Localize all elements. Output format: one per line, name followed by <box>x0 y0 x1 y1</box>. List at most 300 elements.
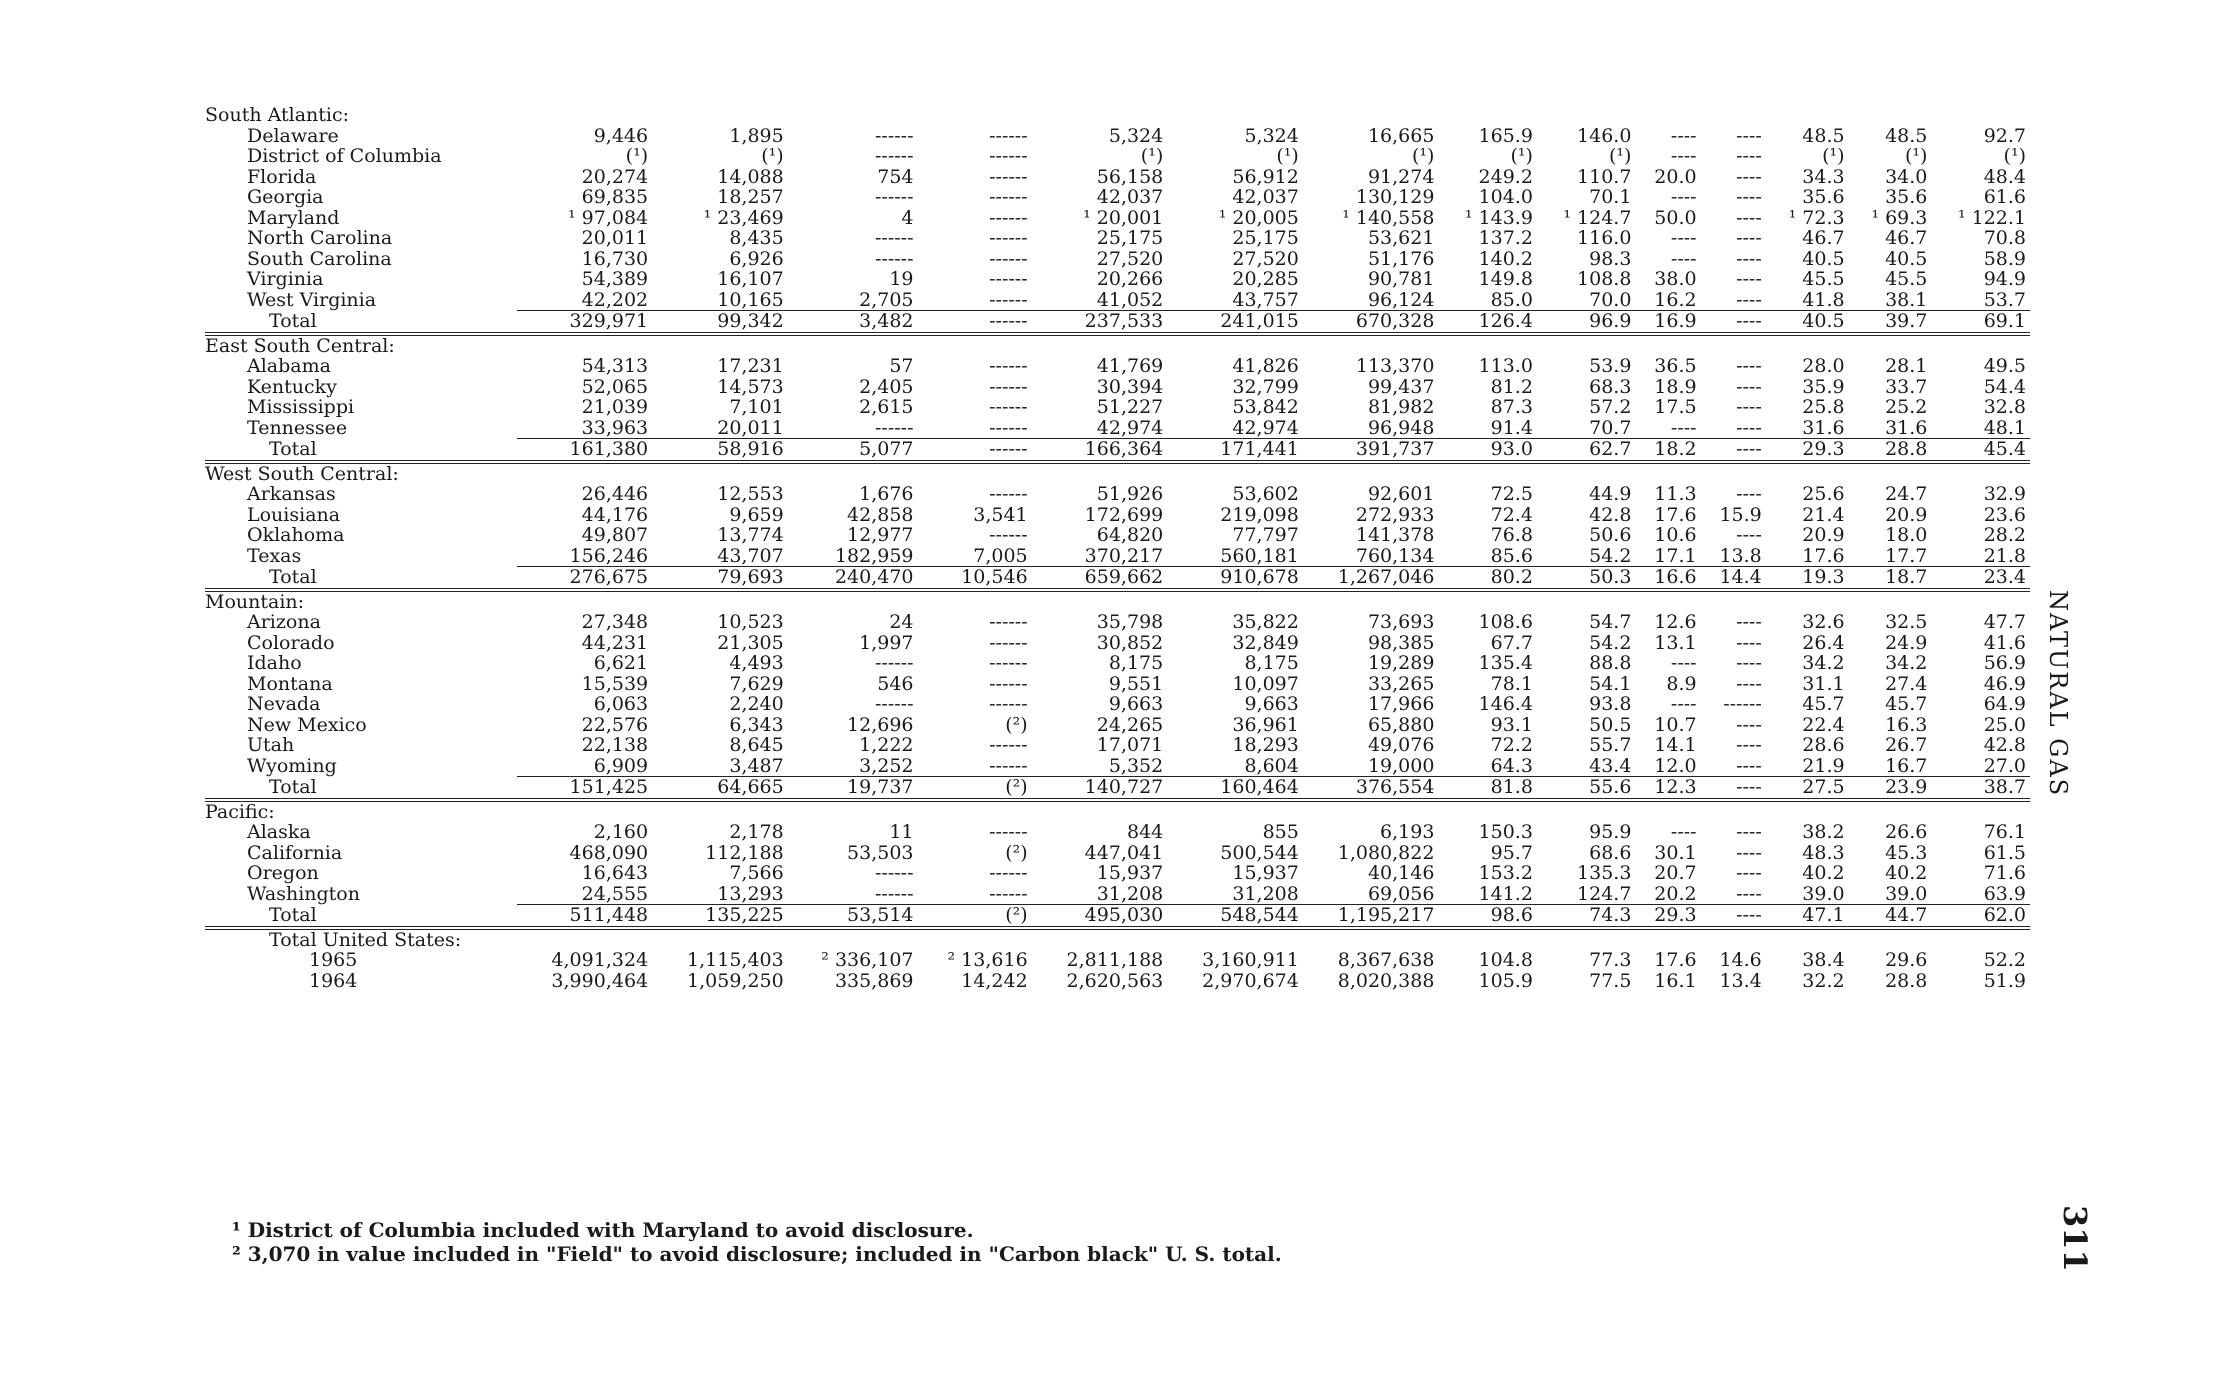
table-cell: 8,604 <box>1244 754 1299 777</box>
table-cell: ---- <box>1670 693 1697 715</box>
table-cell: (¹) <box>1411 145 1435 167</box>
table-cell: 20,285 <box>1232 268 1299 290</box>
table-cell: 1,676 <box>859 483 914 505</box>
table-cell: 56,158 <box>1096 165 1164 188</box>
state-name: Colorado <box>247 631 335 654</box>
table-cell: 81.2 <box>1490 375 1533 398</box>
table-cell: (²) <box>1005 713 1028 736</box>
table-row <box>205 525 2030 546</box>
table-cell: 44,231 <box>581 631 649 654</box>
table-cell: 31.6 <box>1885 416 1928 439</box>
total-row <box>205 439 2030 462</box>
table-cell: ------ <box>989 821 1028 843</box>
total-cell: 39.7 <box>1849 311 1932 334</box>
total-cell: 12.3 <box>1635 777 1700 800</box>
table-cell: 28.1 <box>1885 355 1928 377</box>
table-cell: ---- <box>1736 165 1762 188</box>
table-cell: 68.3 <box>1589 375 1632 398</box>
table-cell: 135.3 <box>1577 862 1632 884</box>
table-cell: 41,826 <box>1232 355 1299 377</box>
total-cell: 376,554 <box>1303 777 1439 800</box>
table-cell: 26,446 <box>581 483 649 505</box>
table-cell: 44,176 <box>581 503 649 526</box>
table-cell: 22,138 <box>581 734 649 756</box>
table-cell: 6,343 <box>729 713 784 736</box>
footnote-2: ² 3,070 in value included in "Field" to avoid disclosure; included in "Carbon black" U. S. total. <box>232 1242 1282 1266</box>
total-cell: 19,737 <box>788 777 918 800</box>
total-cell: 16.9 <box>1635 311 1700 334</box>
table-cell: ¹ 20,005 <box>1218 206 1299 229</box>
total-cell: 151,425 <box>517 777 653 800</box>
table-row <box>205 356 2030 377</box>
table-cell: ------ <box>989 268 1028 290</box>
table-cell: 10.6 <box>1654 524 1697 546</box>
table-cell: (¹) <box>1822 145 1845 167</box>
table-cell: 32,799 <box>1232 375 1299 398</box>
table-cell: ------ <box>989 355 1028 377</box>
total-cell: 18.2 <box>1635 439 1700 462</box>
table-cell: 99,437 <box>1367 375 1435 398</box>
table-cell: 2,811,188 <box>1066 949 1164 971</box>
total-row <box>205 905 2030 928</box>
table-cell: 42.8 <box>1983 734 2026 756</box>
table-cell: 5,324 <box>1108 124 1164 147</box>
state-name: Arkansas <box>247 483 336 505</box>
table-cell: 12,553 <box>717 483 784 505</box>
table-cell: 72.5 <box>1490 483 1533 505</box>
total-label: Total <box>205 439 517 462</box>
total-cell: 79,693 <box>652 567 788 590</box>
table-cell: ---- <box>1736 862 1762 884</box>
table-cell: 98.3 <box>1589 247 1632 270</box>
table-cell: 51,227 <box>1096 396 1164 418</box>
table-cell: 2,178 <box>729 821 784 843</box>
table-cell: ------ <box>874 862 914 884</box>
total-cell: 16.6 <box>1635 567 1700 590</box>
table-cell: 54.2 <box>1589 544 1632 567</box>
table-cell: 15,937 <box>1232 862 1299 884</box>
table-cell: 18,257 <box>717 186 784 208</box>
total-cell: 29.3 <box>1635 905 1700 928</box>
table-cell: ---- <box>1670 652 1697 674</box>
running-head-title: NATURAL GAS <box>2044 590 2072 798</box>
table-cell: ------ <box>874 186 914 208</box>
table-cell: 6,193 <box>1380 821 1435 843</box>
table-cell: 28.0 <box>1802 355 1845 377</box>
total-cell: ---- <box>1701 439 1766 462</box>
table-cell: ------ <box>989 396 1028 418</box>
table-row <box>205 484 2030 505</box>
region-heading-row <box>205 800 2030 823</box>
table-cell: 25.6 <box>1802 483 1845 505</box>
table-cell: (¹) <box>1608 145 1632 167</box>
table-cell: ¹ 69.3 <box>1871 206 1928 229</box>
total-row <box>205 311 2030 334</box>
total-cell: 69.1 <box>1931 311 2030 334</box>
table-cell: ---- <box>1736 206 1762 229</box>
total-cell: ------ <box>918 439 1032 462</box>
table-cell: 19 <box>889 268 914 290</box>
table-cell: ---- <box>1736 186 1762 208</box>
table-cell: 9,663 <box>1244 693 1299 715</box>
table-cell: 54.1 <box>1589 672 1632 695</box>
state-name: Georgia <box>247 186 324 208</box>
table-cell: 55.7 <box>1589 734 1632 756</box>
table-cell: 141.2 <box>1478 882 1533 905</box>
table-cell: 15.9 <box>1719 503 1762 526</box>
region-heading: Mountain: <box>205 590 305 613</box>
table-cell: 16.1 <box>1654 969 1697 992</box>
table-cell: 11.3 <box>1654 483 1697 505</box>
table-cell: 15,937 <box>1096 862 1164 884</box>
total-cell: (²) <box>918 777 1032 800</box>
table-cell: 8,175 <box>1108 652 1164 674</box>
table-cell: 45.5 <box>1802 268 1845 290</box>
table-cell: ------ <box>989 483 1028 505</box>
table-cell: 12.0 <box>1654 754 1697 777</box>
table-cell: 20,274 <box>581 165 649 188</box>
table-cell: 46.7 <box>1802 227 1845 249</box>
table-cell: 17.5 <box>1654 396 1697 418</box>
state-name: New Mexico <box>247 713 367 736</box>
table-cell: 11 <box>889 821 914 843</box>
total-cell: 62.0 <box>1931 905 2030 928</box>
region-heading: South Atlantic: <box>205 104 350 126</box>
table-cell: ---- <box>1670 247 1697 270</box>
state-name: Montana <box>247 672 333 695</box>
table-cell: ------ <box>989 124 1028 147</box>
page-number-text: 311 <box>2056 1205 2094 1272</box>
table-cell: 146.4 <box>1478 693 1533 715</box>
table-cell: 760,134 <box>1355 544 1435 567</box>
total-cell: 160,464 <box>1167 777 1303 800</box>
table-body <box>205 105 2030 991</box>
table-cell: (²) <box>1005 841 1028 864</box>
table-cell: 31,208 <box>1232 882 1299 905</box>
table-cell: 249.2 <box>1478 165 1533 188</box>
table-cell: ------ <box>989 165 1028 188</box>
table-cell: 28.2 <box>1983 524 2026 546</box>
table-cell: ¹ 124.7 <box>1563 206 1632 229</box>
table-cell: ² 13,616 <box>947 949 1028 971</box>
table-cell: 12,696 <box>847 713 914 736</box>
table-cell: 16.2 <box>1654 288 1697 311</box>
table-cell: ---- <box>1736 631 1762 654</box>
table-cell: 26.6 <box>1885 821 1928 843</box>
table-cell: ---- <box>1736 882 1762 905</box>
table-cell: 38.4 <box>1802 949 1845 971</box>
table-cell: 23.6 <box>1983 503 2026 526</box>
table-cell: 52,065 <box>581 375 649 398</box>
table-cell: 63.9 <box>1983 882 2026 905</box>
table-cell: 5,324 <box>1244 124 1299 147</box>
total-cell: 670,328 <box>1303 311 1439 334</box>
state-name: Maryland <box>247 206 340 229</box>
table-cell: 32.8 <box>1983 396 2026 418</box>
table-cell: 32.2 <box>1802 969 1845 992</box>
table-cell: ------ <box>989 416 1028 439</box>
table-cell: 30,852 <box>1096 631 1164 654</box>
table-cell: 31.6 <box>1802 416 1845 439</box>
table-cell: 137.2 <box>1478 227 1533 249</box>
table-cell: 104.8 <box>1478 949 1533 971</box>
total-cell: 19.3 <box>1766 567 1849 590</box>
table-cell: 9,551 <box>1108 672 1164 695</box>
table-cell: 108.6 <box>1478 611 1533 633</box>
table-cell: 105.9 <box>1478 969 1533 992</box>
total-cell: 659,662 <box>1032 567 1168 590</box>
table-cell: 4 <box>901 206 914 229</box>
table-cell: 69,056 <box>1367 882 1435 905</box>
table-cell: 41,052 <box>1096 288 1164 311</box>
table-cell: 7,566 <box>729 862 784 884</box>
table-cell: ---- <box>1736 268 1762 290</box>
table-cell: 54,313 <box>581 355 649 377</box>
table-cell: ¹ 23,469 <box>703 206 784 229</box>
table-cell: 6,621 <box>593 652 649 674</box>
us-total-row <box>205 971 2030 992</box>
table-cell: 16,730 <box>581 247 649 270</box>
total-cell: 62.7 <box>1537 439 1636 462</box>
table-cell: ------ <box>989 672 1028 695</box>
table-cell: 95.9 <box>1589 821 1632 843</box>
state-name: Arizona <box>247 611 321 633</box>
total-cell: 23.4 <box>1931 567 2030 590</box>
table-cell: 76.8 <box>1490 524 1533 546</box>
table-cell: 21.9 <box>1802 754 1845 777</box>
table-cell: 40.2 <box>1885 862 1928 884</box>
total-cell: 1,195,217 <box>1303 905 1439 928</box>
state-name: Delaware <box>247 124 339 147</box>
year-label: 1965 <box>309 949 358 971</box>
state-name: Oregon <box>247 862 319 884</box>
table-cell: 88.8 <box>1589 652 1632 674</box>
total-cell: 29.3 <box>1766 439 1849 462</box>
table-cell: 43,707 <box>717 544 784 567</box>
table-cell: ------ <box>874 247 914 270</box>
table-row <box>205 633 2030 654</box>
total-cell: 3,482 <box>788 311 918 334</box>
total-cell: 64,665 <box>652 777 788 800</box>
table-cell: ---- <box>1736 355 1762 377</box>
table-cell: 21.4 <box>1802 503 1845 526</box>
state-name: Louisiana <box>247 503 341 526</box>
table-cell: ---- <box>1736 288 1762 311</box>
table-cell: 2,620,563 <box>1066 969 1164 992</box>
table-cell: ---- <box>1736 124 1762 147</box>
table-cell: 24,265 <box>1096 713 1164 736</box>
table-cell: 149.8 <box>1478 268 1533 290</box>
table-cell: 25,175 <box>1096 227 1164 249</box>
table-cell: ---- <box>1736 672 1762 695</box>
table-cell: 40.5 <box>1885 247 1928 270</box>
table-cell: ---- <box>1736 483 1762 505</box>
table-cell: ¹ 122.1 <box>1957 206 2026 229</box>
total-cell: 161,380 <box>517 439 653 462</box>
table-cell: ¹ 72.3 <box>1788 206 1845 229</box>
table-cell: 18,293 <box>1232 734 1299 756</box>
table-cell: ---- <box>1670 186 1697 208</box>
table-cell: 150.3 <box>1478 821 1533 843</box>
table-cell: 77.3 <box>1589 949 1632 971</box>
table-cell: 20.9 <box>1885 503 1928 526</box>
table-cell: ------ <box>989 862 1028 884</box>
table-cell: 24.9 <box>1885 631 1928 654</box>
table-cell: 48.5 <box>1802 124 1845 147</box>
region-heading: East South Central: <box>205 334 395 357</box>
total-cell: 18.7 <box>1849 567 1932 590</box>
state-name: Oklahoma <box>247 524 345 546</box>
table-cell: 69,835 <box>581 186 649 208</box>
region-heading-row <box>205 334 2030 357</box>
total-cell: 98.6 <box>1438 905 1537 928</box>
table-cell: 70.0 <box>1589 288 1632 311</box>
table-cell: 85.0 <box>1490 288 1533 311</box>
total-cell: 81.8 <box>1438 777 1537 800</box>
table-cell: 27.0 <box>1983 754 2026 777</box>
table-cell: 20.9 <box>1802 524 1845 546</box>
total-cell: 23.9 <box>1849 777 1932 800</box>
total-cell: 93.0 <box>1438 439 1537 462</box>
state-name: Tennessee <box>247 417 348 439</box>
table-cell: 15,539 <box>581 672 649 695</box>
table-cell: ------ <box>989 247 1028 270</box>
table-cell: 46.9 <box>1983 672 2026 695</box>
table-cell: 87.3 <box>1490 396 1533 418</box>
table-cell: 27,520 <box>1096 247 1164 270</box>
table-cell: ------ <box>989 693 1028 715</box>
table-cell: 130,129 <box>1355 186 1435 208</box>
table-cell: 24.7 <box>1885 483 1928 505</box>
table-cell: 42,037 <box>1096 186 1164 208</box>
table-cell: 8,367,638 <box>1337 949 1435 971</box>
total-cell: 45.4 <box>1931 439 2030 462</box>
table-cell: ¹ 20,001 <box>1083 206 1164 229</box>
table-cell: 6,063 <box>593 693 649 715</box>
year-label: 1964 <box>309 969 358 992</box>
total-cell: 135,225 <box>652 905 788 928</box>
table-cell: 21.8 <box>1983 544 2026 567</box>
total-cell: 140,727 <box>1032 777 1168 800</box>
table-cell: 58.9 <box>1983 247 2026 270</box>
table-cell: 32.5 <box>1885 611 1928 633</box>
table-cell: 92,601 <box>1367 483 1435 505</box>
table-cell: 45.7 <box>1802 693 1845 715</box>
total-cell: 5,077 <box>788 439 918 462</box>
table-cell: 57 <box>889 355 914 377</box>
table-cell: 124.7 <box>1577 882 1632 905</box>
table-cell: 7,629 <box>729 672 784 695</box>
table-cell: 73,693 <box>1367 611 1435 633</box>
state-name: Utah <box>247 734 295 756</box>
table-cell: 28.6 <box>1802 734 1845 756</box>
table-row <box>205 249 2030 270</box>
table-cell: 56.9 <box>1983 652 2026 674</box>
table-row <box>205 863 2030 884</box>
table-cell: 8,435 <box>729 227 784 249</box>
table-cell: 29.6 <box>1885 949 1928 971</box>
table-cell: 77.5 <box>1589 969 1632 992</box>
table-cell: 85.6 <box>1490 544 1533 567</box>
table-cell: 96,948 <box>1367 416 1435 439</box>
table-cell: 13,293 <box>717 882 784 905</box>
total-cell: (²) <box>918 905 1032 928</box>
total-cell: 47.1 <box>1766 905 1849 928</box>
table-cell: 546 <box>877 672 914 695</box>
table-cell: 44.9 <box>1589 483 1632 505</box>
table-cell: ---- <box>1670 227 1697 249</box>
table-cell: 35.6 <box>1802 186 1845 208</box>
table-cell: 52.2 <box>1983 949 2026 971</box>
table-cell: 38.0 <box>1654 268 1697 290</box>
table-cell: 35.6 <box>1885 186 1928 208</box>
total-cell: 53,514 <box>788 905 918 928</box>
table-cell: 22,576 <box>581 713 649 736</box>
table-cell: 53,602 <box>1232 483 1299 505</box>
table-cell: 68.6 <box>1589 841 1632 864</box>
table-cell: ---- <box>1736 734 1762 756</box>
footnote-1: ¹ District of Columbia included with Maryland to avoid disclosure. <box>232 1218 974 1242</box>
table-cell: 42,037 <box>1232 186 1299 208</box>
table-cell: 49,076 <box>1367 734 1435 756</box>
table-cell: 64,820 <box>1096 524 1164 546</box>
table-cell: 447,041 <box>1084 841 1164 864</box>
table-cell: 8,645 <box>729 734 784 756</box>
table-cell: 48.5 <box>1885 124 1928 147</box>
table-cell: 116.0 <box>1577 227 1632 249</box>
total-cell: 237,533 <box>1032 311 1168 334</box>
table-cell: 45.3 <box>1885 841 1928 864</box>
table-cell: 112,188 <box>705 841 784 864</box>
table-cell: 51,926 <box>1096 483 1164 505</box>
table-cell: 54.2 <box>1589 631 1632 654</box>
table-cell: ------ <box>874 145 914 167</box>
table-cell: ------ <box>989 631 1028 654</box>
table-cell: 9,446 <box>593 124 649 147</box>
us-total-heading-row <box>205 928 2030 951</box>
table-cell: 14.1 <box>1654 734 1697 756</box>
total-cell: 495,030 <box>1032 905 1168 928</box>
table-row <box>205 735 2030 756</box>
table-cell: 53.7 <box>1983 288 2026 311</box>
table-cell: 13.8 <box>1719 544 1762 567</box>
table-cell: 40.2 <box>1802 862 1845 884</box>
us-total-heading: Total United States: <box>269 928 462 951</box>
table-cell: ------ <box>989 734 1028 756</box>
table-cell: 33,963 <box>581 416 649 439</box>
table-cell: 110.7 <box>1577 165 1632 188</box>
table-cell: 855 <box>1262 821 1299 843</box>
table-cell: 72.4 <box>1490 503 1533 526</box>
table-cell: 560,181 <box>1220 544 1299 567</box>
table-row <box>205 546 2030 567</box>
total-cell: 28.8 <box>1849 439 1932 462</box>
table-cell: 844 <box>1126 821 1164 843</box>
table-cell: 49,807 <box>581 524 649 546</box>
table-cell: 113,370 <box>1355 355 1435 377</box>
table-cell: (¹) <box>2003 145 2026 167</box>
table-cell: ------ <box>874 882 914 905</box>
table-cell: 90,781 <box>1367 268 1435 290</box>
region-heading-row <box>205 462 2030 485</box>
table-cell: 76.1 <box>1983 821 2026 843</box>
table-cell: 35.9 <box>1802 375 1845 398</box>
total-cell: 40.5 <box>1766 311 1849 334</box>
table-cell: 24 <box>889 611 914 633</box>
table-cell: 12,977 <box>847 524 914 546</box>
table-row <box>205 653 2030 674</box>
table-cell: 5,352 <box>1108 754 1164 777</box>
